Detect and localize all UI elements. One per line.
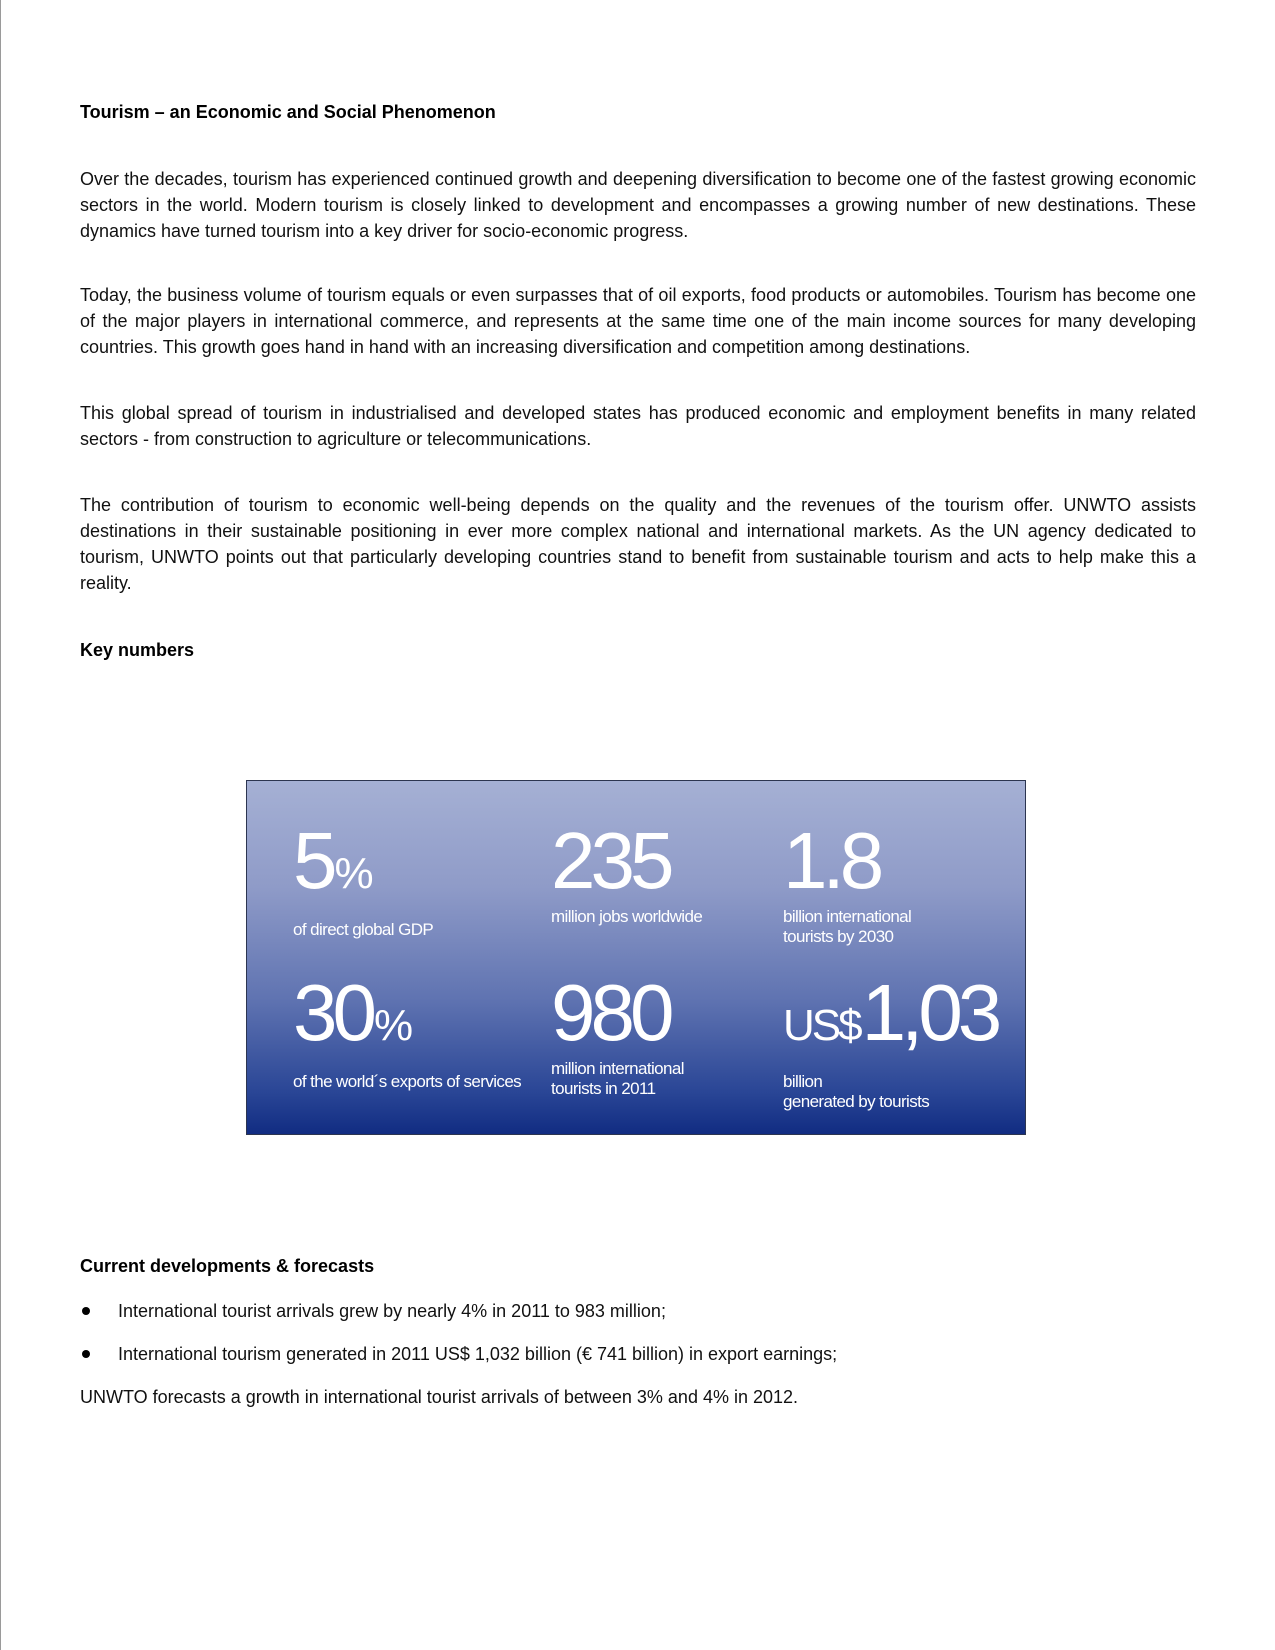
forecast-paragraph: UNWTO forecasts a growth in international tourist arrivals of between 3% and 4% in 2012. — [80, 1387, 799, 1407]
stat-description: billion international tourists by 2030 — [783, 907, 912, 946]
stat-value — [551, 816, 702, 905]
developments-list — [80, 1298, 837, 1384]
stat-unit: % — [334, 849, 372, 898]
stat-number: 1.8 — [783, 816, 880, 905]
stat-exports — [293, 968, 522, 1092]
stat-description: of direct global GDP — [293, 920, 434, 939]
list-item-text: International tourism generated in 2011 US$ 1,032 billion (€ 741 billion) in export earnings; — [118, 1344, 838, 1364]
stat-number: 980 — [551, 968, 670, 1057]
stat-description: million jobs worldwide — [551, 907, 703, 926]
stat-revenue — [783, 968, 998, 1112]
stat-value — [293, 968, 521, 1066]
list-item-text: International tourist arrivals grew by nearly 4% in 2011 to 983 million; — [118, 1301, 666, 1321]
bullet-icon — [82, 1307, 90, 1315]
stat-value — [783, 968, 998, 1066]
stat-tourists-2011 — [551, 968, 684, 1099]
paragraph-2: Today, the business volume of tourism equals or even surpasses that of oil exports, food products or automobiles. Tourism has become one of the major players in international commerce, and represents at the same time one of the main income sources for many developing countries. This growth goes hand in hand with an increasing diversification and competition among destinations. — [80, 285, 1196, 357]
stat-number: 30 — [293, 968, 372, 1057]
page-left-edge — [0, 0, 1, 1650]
stat-value — [783, 816, 911, 905]
stat-jobs — [551, 816, 703, 927]
stat-description: billion generated by tourists — [783, 1072, 930, 1111]
stat-tourists-2030 — [783, 816, 912, 947]
list-item — [80, 1341, 837, 1367]
stat-description: of the world´s exports of services — [293, 1072, 522, 1091]
document-title: Tourism – an Economic and Social Phenomenon — [80, 102, 496, 122]
stat-gdp — [293, 816, 434, 940]
key-numbers-heading: Key numbers — [80, 640, 195, 660]
stat-prefix: US$ — [783, 1001, 860, 1050]
bullet-icon — [82, 1350, 90, 1358]
stat-value — [551, 968, 684, 1057]
paragraph-3: This global spread of tourism in industrialised and developed states has produced economic and employment benefits in many related sectors - from construction to agriculture or telecommunications. — [80, 403, 1196, 449]
stat-unit: % — [373, 1001, 412, 1050]
stat-value — [293, 816, 433, 914]
list-item — [80, 1298, 837, 1324]
paragraph-1: Over the decades, tourism has experienced continued growth and deepening diversification to become one of the fastest growing economic sectors in the world. Modern tourism is closely linked to development and encompasses a growing number of new destinations. These dynamics have turned tourism into a key driver for socio-economic progress. — [80, 169, 1196, 241]
developments-heading: Current developments & forecasts — [80, 1256, 375, 1276]
paragraph-4: The contribution of tourism to economic well-being depends on the quality and the revenues of the tourism offer. UNWTO assists destinations in their sustainable positioning in ever more complex national and international markets. As the UN agency dedicated to tourism, UNWTO points out that particularly developing countries stand to benefit from sustainable tourism and acts to help make this a reality. — [80, 495, 1196, 593]
key-numbers-infographic — [246, 780, 1026, 1135]
stat-description: million international tourists in 2011 — [551, 1059, 684, 1098]
stat-number: 5 — [293, 816, 333, 905]
stat-number: 1,03 — [861, 968, 998, 1057]
stat-number: 235 — [551, 816, 670, 905]
